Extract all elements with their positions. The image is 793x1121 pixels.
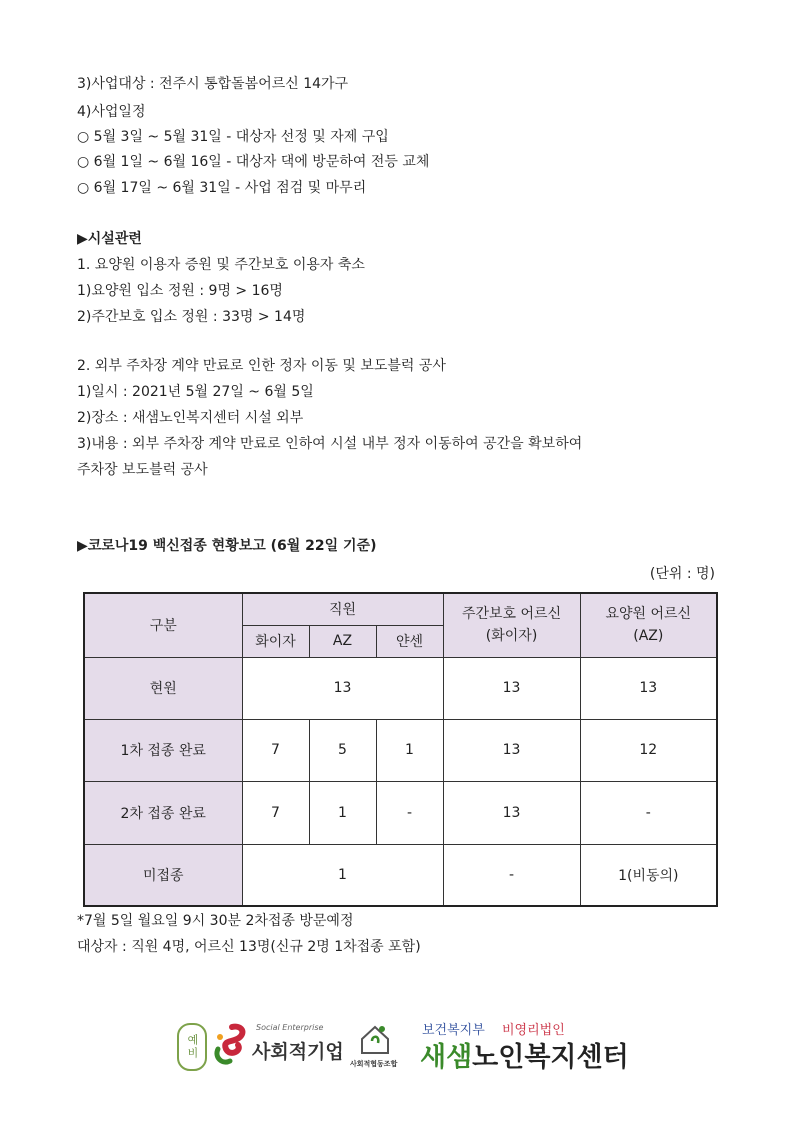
text-line: 2)주간보호 입소 정원 : 33명 > 14명 <box>77 309 306 325</box>
text-line: ○ 6월 1일 ~ 6월 16일 - 대상자 댁에 방문하여 전등 교체 <box>77 154 430 170</box>
center-name-b: 노인복지센터 <box>472 1042 629 1073</box>
cell-nursing: 1(비동의) <box>580 844 717 906</box>
text-line: 4)사업일정 <box>77 104 146 120</box>
cell-az: 1 <box>309 781 376 844</box>
social-enterprise-small: Social Enterprise <box>256 1023 324 1032</box>
vaccination-table <box>83 592 718 907</box>
header-daycare: 주간보호 어르신 (화이자) <box>443 593 580 657</box>
nonprofit-label: 비영리법인 <box>502 1023 565 1038</box>
table-row <box>84 719 717 781</box>
cell-nursing: - <box>580 781 717 844</box>
ministry-label: 보건복지부 <box>422 1023 485 1038</box>
cell-az: 5 <box>309 719 376 781</box>
cell-janssen: 1 <box>376 719 443 781</box>
cell-nursing: 12 <box>580 719 717 781</box>
social-enterprise-logo-icon <box>210 1021 252 1067</box>
cell-nursing: 13 <box>580 657 717 719</box>
section-heading: ▶코로나19 백신접종 현황보고 (6월 22일 기준) <box>77 538 377 554</box>
header-category: 구분 <box>84 593 242 657</box>
cell-daycare: 13 <box>443 719 580 781</box>
header-staff: 직원 <box>242 593 443 625</box>
text-line: 2. 외부 주차장 계약 만료로 인한 정자 이동 및 보도블럭 공사 <box>77 358 446 374</box>
unit-note: (단위 : 명) <box>649 566 715 582</box>
social-enterprise-name: 사회적기업 <box>252 1041 344 1063</box>
text-line: ○ 5월 3일 ~ 5월 31일 - 대상자 선정 및 자제 구입 <box>77 129 389 145</box>
cell-staff-total: 1 <box>242 844 443 906</box>
cell-pfizer: 7 <box>242 719 309 781</box>
text-line: 3)사업대상 : 전주시 통합돌봄어르신 14가구 <box>77 76 349 92</box>
row-label: 1차 접종 완료 <box>84 719 242 781</box>
row-label: 현원 <box>84 657 242 719</box>
table-row <box>84 844 717 906</box>
cell-staff-total: 13 <box>242 657 443 719</box>
cooperative-house-icon <box>358 1021 392 1057</box>
cooperative-name: 사회적협동조합 <box>350 1060 398 1068</box>
text-line: 1. 요양원 이용자 증원 및 주간보호 이용자 축소 <box>77 257 365 273</box>
header-nursing: 요양원 어르신 (AZ) <box>580 593 717 657</box>
header-az: AZ <box>309 625 376 657</box>
cell-daycare: 13 <box>443 781 580 844</box>
text-line: 1)일시 : 2021년 5월 27일 ~ 6월 5일 <box>77 384 314 400</box>
note-line: 대상자 : 직원 4명, 어르신 13명(신규 2명 1차접종 포함) <box>77 939 421 955</box>
note-line: *7월 5일 월요일 9시 30분 2차접종 방문예정 <box>77 913 354 929</box>
cell-janssen: - <box>376 781 443 844</box>
footer-logos <box>0 1015 793 1075</box>
center-name <box>420 1035 629 1074</box>
text-line: 2)장소 : 새샘노인복지센터 시설 외부 <box>77 410 304 426</box>
text-line: 주차장 보도블럭 공사 <box>77 462 208 478</box>
text-line: ○ 6월 17일 ~ 6월 31일 - 사업 점검 및 마무리 <box>77 180 367 196</box>
preliminary-badge: 예비 <box>177 1023 207 1071</box>
center-name-a: 새샘 <box>420 1042 473 1073</box>
row-label: 2차 접종 완료 <box>84 781 242 844</box>
row-label: 미접종 <box>84 844 242 906</box>
table-row <box>84 657 717 719</box>
section-heading: ▶시설관련 <box>77 231 142 247</box>
text-line: 1)요양원 입소 정원 : 9명 > 16명 <box>77 283 283 299</box>
text-line: 3)내용 : 외부 주차장 계약 만료로 인하여 시설 내부 정자 이동하여 공간을 확보하여 <box>77 436 583 452</box>
cell-pfizer: 7 <box>242 781 309 844</box>
header-pfizer: 화이자 <box>242 625 309 657</box>
cell-daycare: 13 <box>443 657 580 719</box>
header-janssen: 얀센 <box>376 625 443 657</box>
table-row <box>84 781 717 844</box>
cell-daycare: - <box>443 844 580 906</box>
